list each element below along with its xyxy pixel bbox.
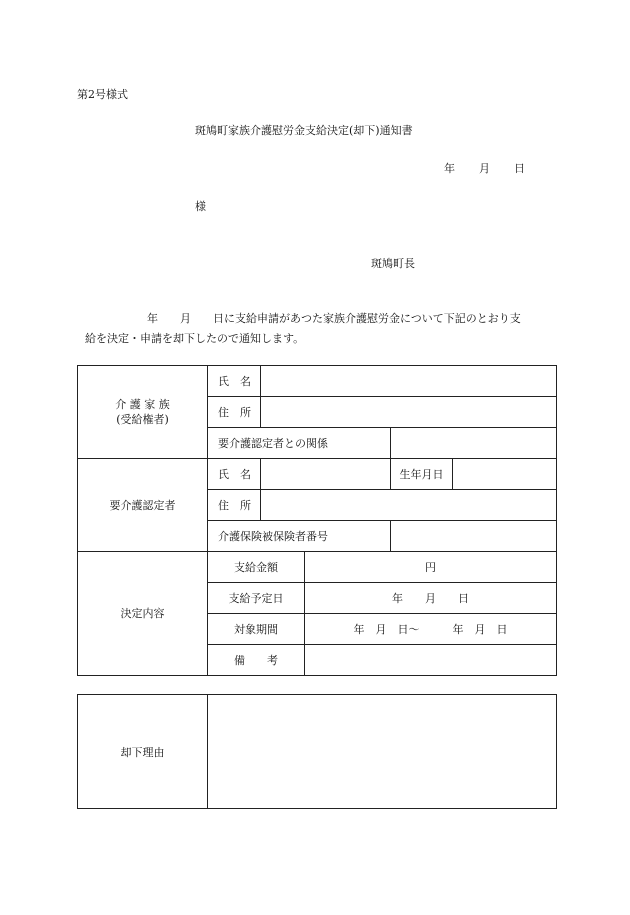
rejection-row xyxy=(78,695,557,809)
rejection-reason-field[interactable] xyxy=(208,695,557,809)
recipient-birthdate-label: 生年月日 xyxy=(391,459,453,490)
rejection-table xyxy=(77,694,557,809)
form-number: 第2号様式 xyxy=(77,88,128,101)
date-year: 年 xyxy=(444,162,455,175)
recipient-address-label: 住 所 xyxy=(208,490,261,521)
insured-number-label: 介護保険被保険者番号 xyxy=(208,521,391,552)
amount-field[interactable] xyxy=(305,552,557,583)
recipient-name-label: 氏 名 xyxy=(208,459,261,490)
period-label: 対象期間 xyxy=(208,614,305,645)
notice-text xyxy=(77,309,557,349)
issue-date xyxy=(444,160,525,176)
date-day: 日 xyxy=(514,162,525,175)
amount-label: 支給金額 xyxy=(208,552,305,583)
scheduled-label: 支給予定日 xyxy=(208,583,305,614)
period-field[interactable] xyxy=(305,614,557,645)
recipient-section-label: 要介護認定者 xyxy=(78,459,208,552)
date-month: 月 xyxy=(479,162,490,175)
recipient-birthdate-field[interactable] xyxy=(453,459,557,490)
period-value: 年 月 日～ 年 月 日 xyxy=(353,623,508,636)
issuer: 斑鳩町長 xyxy=(371,257,415,270)
amount-row xyxy=(78,552,557,583)
scheduled-field[interactable] xyxy=(305,583,557,614)
amount-unit: 円 xyxy=(425,561,436,574)
rejection-label: 却下理由 xyxy=(78,695,208,809)
remarks-field[interactable] xyxy=(305,645,557,676)
family-section-title: 介 護 家 族 xyxy=(115,398,170,411)
family-name-row xyxy=(78,366,557,397)
family-relation-field[interactable] xyxy=(391,428,557,459)
family-address-field[interactable] xyxy=(261,397,557,428)
recipient-address-field[interactable] xyxy=(261,490,557,521)
family-relation-label: 要介護認定者との関係 xyxy=(208,428,391,459)
scheduled-value: 年 月 日 xyxy=(392,592,469,605)
notice-line-1: 年 月 日に支給申請があつた家族介護慰労金について下記のとおり支 xyxy=(147,312,521,325)
family-name-label: 氏 名 xyxy=(208,366,261,397)
recipient-name-row xyxy=(78,459,557,490)
recipient-name-field[interactable] xyxy=(261,459,391,490)
remarks-label: 備 考 xyxy=(208,645,305,676)
notice-line-2: 給を決定・申請を却下したので通知します。 xyxy=(85,332,305,345)
family-address-label: 住 所 xyxy=(208,397,261,428)
insured-number-field[interactable] xyxy=(391,521,557,552)
decision-section-label: 決定内容 xyxy=(78,552,208,676)
details-table xyxy=(77,365,557,676)
addressee-suffix: 様 xyxy=(195,200,206,213)
family-section-label xyxy=(78,366,208,459)
document-title: 斑鳩町家族介護慰労金支給決定(却下)通知書 xyxy=(195,124,413,137)
family-section-subtitle: (受給権者) xyxy=(116,413,169,426)
family-name-field[interactable] xyxy=(261,366,557,397)
